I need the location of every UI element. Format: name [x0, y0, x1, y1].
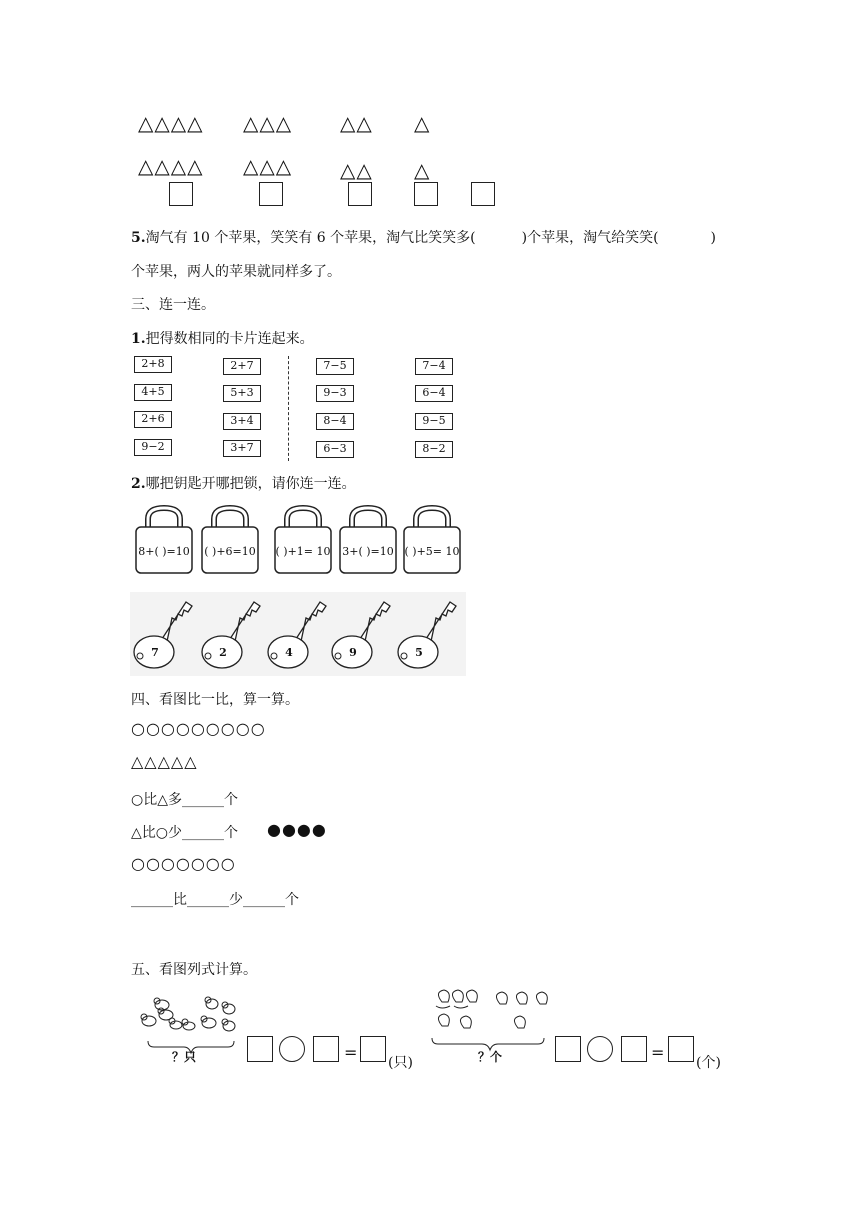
equation-box[interactable] [555, 1036, 581, 1062]
lock-label: ( )+6=10 [204, 545, 256, 558]
card[interactable]: 8−4 [316, 413, 354, 430]
q5-text-a: 淘气有 10 个苹果，笑笑有 6 个苹果，淘气比笑笑多( [145, 230, 476, 246]
section3-q1-number: 1. [131, 331, 146, 347]
operator-circle[interactable] [587, 1036, 613, 1062]
compare-line-3: ______比______少______个 [131, 892, 299, 908]
equation-box[interactable] [313, 1036, 339, 1062]
triangle-group-2-row1: △△△ [243, 111, 293, 135]
answer-box[interactable] [348, 182, 372, 206]
section5-title: 五、看图列式计算。 [131, 962, 257, 978]
key-label: 5 [415, 646, 423, 659]
q5-line1 [131, 227, 716, 247]
card[interactable]: 6−4 [415, 385, 453, 402]
card[interactable]: 9−3 [316, 385, 354, 402]
key-label: 4 [285, 646, 293, 659]
lock-icon [200, 505, 260, 575]
triangle-group-1-row2: △△△△ [138, 154, 204, 178]
unit-label-left: (只) [388, 1055, 413, 1071]
chicks-question-label: ？只 [172, 1050, 197, 1064]
key-icon [132, 596, 198, 674]
lock-icon [273, 505, 333, 575]
answer-box[interactable] [471, 182, 495, 206]
dashed-divider [288, 356, 289, 461]
section3-q1 [131, 328, 314, 348]
section3-q1-text: 把得数相同的卡片连起来。 [145, 331, 314, 347]
card[interactable]: 2+8 [134, 356, 172, 373]
triangle-group-3-row1: △△ [340, 111, 373, 135]
triangle-group-2-row2: △△△ [243, 154, 293, 178]
lock-icon [134, 505, 194, 575]
lock-label: 3+( )=10 [342, 545, 394, 558]
locks-layer [130, 505, 465, 577]
section3-q2-number: 2. [131, 476, 146, 492]
unit-label-right: (个) [696, 1055, 721, 1071]
card[interactable]: 3+7 [223, 440, 261, 457]
card[interactable]: 2+7 [223, 358, 261, 375]
equals-sign: = [344, 1043, 358, 1062]
section3-q2 [131, 473, 356, 493]
key[interactable] [330, 596, 396, 674]
triangle-group-1-row1: △△△△ [138, 111, 204, 135]
lock[interactable] [134, 505, 194, 575]
equals-sign: = [651, 1043, 665, 1062]
key-label: 9 [349, 646, 357, 659]
section3-q2-text: 哪把钥匙开哪把锁，请你连一连。 [145, 476, 356, 492]
key-icon [330, 596, 396, 674]
answer-box[interactable] [169, 182, 193, 206]
compare-line-1: ○比△多______个 [131, 792, 238, 808]
lock[interactable] [200, 505, 260, 575]
card[interactable]: 2+6 [134, 411, 172, 428]
lock-icon [338, 505, 398, 575]
key-label: 2 [219, 646, 227, 659]
section3-title: 三、连一连。 [131, 297, 215, 313]
card[interactable]: 6−3 [316, 441, 354, 458]
card[interactable]: 4+5 [134, 384, 172, 401]
lock-icon [402, 505, 462, 575]
key-icon [266, 596, 332, 674]
triangles-row: △△△△△ [131, 752, 198, 771]
lock-label: 8+( )=10 [138, 545, 190, 558]
key[interactable] [396, 596, 462, 674]
lock-label: ( )+1= 10 [275, 545, 331, 558]
peaches-question-label: ？个 [478, 1050, 503, 1064]
answer-box[interactable] [414, 182, 438, 206]
equation-box[interactable] [360, 1036, 386, 1062]
q5-number: 5. [131, 230, 146, 246]
operator-circle[interactable] [279, 1036, 305, 1062]
lock-label: ( )+5= 10 [404, 545, 460, 558]
card[interactable]: 9−2 [134, 439, 172, 456]
card[interactable]: 3+4 [223, 413, 261, 430]
q5-line2: 个苹果，两人的苹果就同样多了。 [131, 264, 341, 280]
triangle-group-4-row1: △ [414, 111, 431, 135]
circles-row-2: ○○○○○○○ [131, 854, 236, 873]
compare-line-2: △比○少______个 [131, 825, 238, 841]
q5-text-c: ) [710, 230, 717, 246]
lock[interactable] [402, 505, 462, 575]
card[interactable]: 7−4 [415, 358, 453, 375]
equation-box[interactable] [621, 1036, 647, 1062]
triangle-group-3-row2: △△ [340, 158, 373, 182]
answer-box[interactable] [259, 182, 283, 206]
equation-box[interactable] [668, 1036, 694, 1062]
card[interactable]: 8−2 [415, 441, 453, 458]
q5-text-b: )个苹果，淘气给笑笑( [521, 230, 659, 246]
key[interactable] [132, 596, 198, 674]
circles-row: ○○○○○○○○○ [131, 719, 266, 738]
section4-title: 四、看图比一比，算一算。 [131, 692, 299, 708]
key-label: 7 [151, 646, 159, 659]
black-dots: ●●●● [267, 820, 327, 839]
lock[interactable] [273, 505, 333, 575]
equation-box[interactable] [247, 1036, 273, 1062]
lock[interactable] [338, 505, 398, 575]
card[interactable]: 7−5 [316, 358, 354, 375]
card[interactable]: 9−5 [415, 413, 453, 430]
card[interactable]: 5+3 [223, 385, 261, 402]
key-icon [396, 596, 462, 674]
key[interactable] [200, 596, 266, 674]
keys-layer [130, 592, 466, 676]
triangle-group-4-row2: △ [414, 158, 431, 182]
key-icon [200, 596, 266, 674]
key[interactable] [266, 596, 332, 674]
